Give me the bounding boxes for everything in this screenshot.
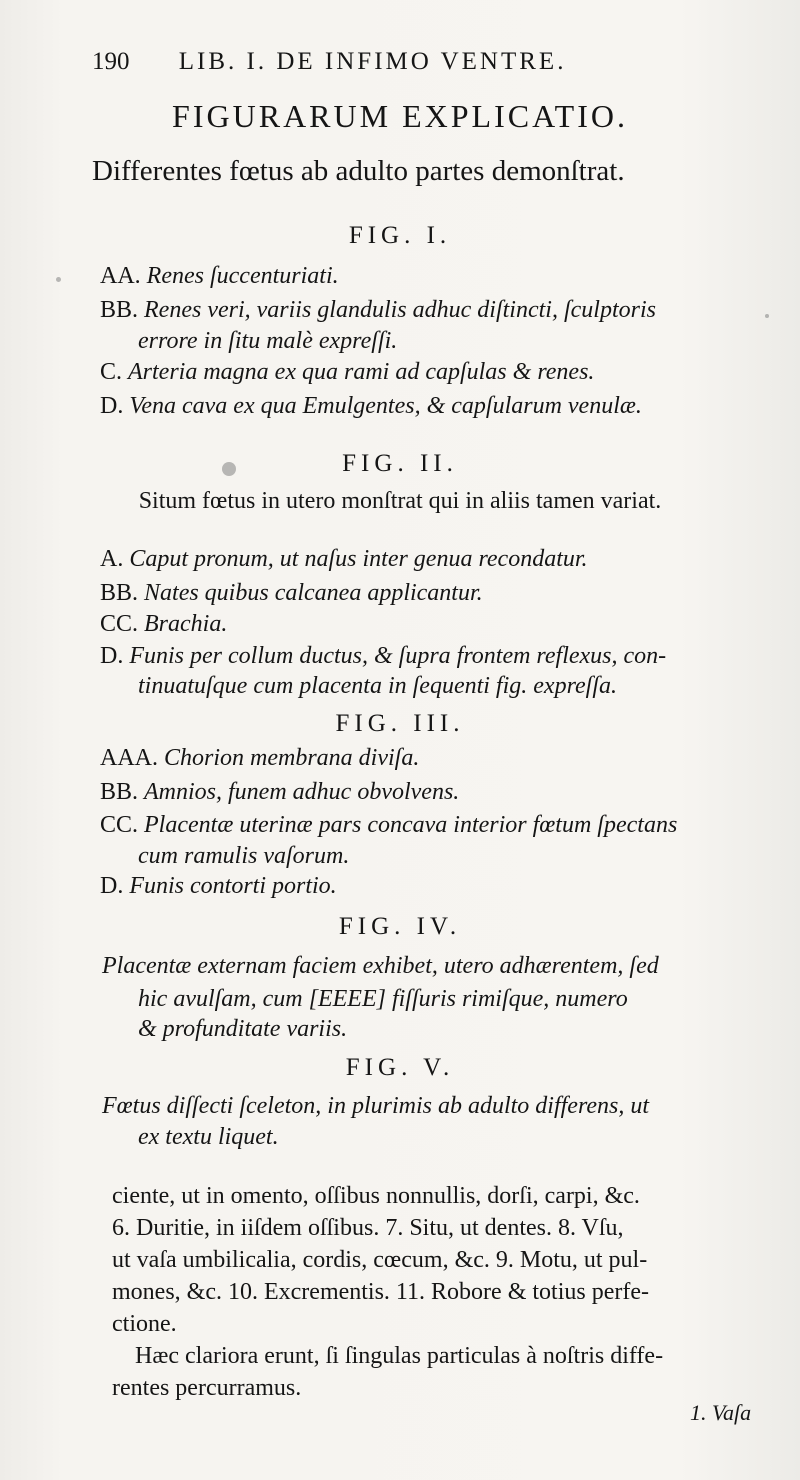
body-line: ut vaſa umbilicalia, cordis, cœcum, &c. 9. Motu, ut pul- (112, 1247, 648, 1273)
legend-item (100, 263, 339, 290)
figure-heading: FIG. IV. (338, 913, 462, 940)
body-line: ctione. (112, 1311, 177, 1337)
legend-item (100, 779, 459, 806)
body-line: mones, &c. 10. Excrementis. 11. Robore & totius perfe- (112, 1279, 649, 1305)
figure-heading: FIG. V. (345, 1054, 455, 1081)
legend-key: D. (100, 643, 124, 669)
legend-key: D. (100, 393, 124, 419)
figure-paragraph-line: Placentæ externam faciem exhibet, utero adhærentem, ſed (102, 953, 659, 979)
legend-key: A. (100, 546, 124, 572)
figure-heading: FIG. I. (348, 222, 452, 249)
body-line: ciente, ut in omento, oſſibus nonnullis, dorſi, carpi, &c. (112, 1183, 640, 1209)
legend-text: Renes ſuccenturiati. (146, 263, 339, 289)
figure-caption: Situm fœtus in utero monſtrat qui in aliis tamen variat. (138, 488, 662, 514)
body-line: rentes percurramus. (112, 1375, 302, 1401)
legend-key: AA. (100, 263, 141, 289)
legend-item (100, 580, 483, 607)
figure-heading: FIG. II. (342, 450, 458, 477)
legend-item (100, 393, 642, 420)
figure-paragraph-line: Fœtus diſſecti ſceleton, in plurimis ab adulto differens, ut (102, 1093, 650, 1119)
legend-key: BB. (100, 779, 139, 805)
legend-item (100, 812, 677, 839)
legend-text: Renes veri, variis glandulis adhuc diſtincti, ſculptoris (144, 297, 656, 323)
figure-heading: FIG. III. (335, 710, 465, 737)
legend-key: AAA. (100, 745, 158, 771)
legend-text: Chorion membrana diviſa. (164, 745, 420, 771)
page-number: 190 (92, 48, 130, 75)
legend-text-continued: tinuatuſque cum placenta in ſequenti fig. expreſſa. (138, 673, 618, 699)
legend-item (100, 611, 227, 638)
running-title: LIB. I. DE INFIMO VENTRE. (178, 48, 567, 75)
legend-text: Amnios, funem adhuc obvolvens. (144, 779, 460, 805)
legend-item (100, 745, 419, 772)
legend-text: Brachia. (144, 611, 228, 637)
legend-text: Nates quibus calcanea applicantur. (144, 580, 483, 606)
figure-paragraph-line: hic avulſam, cum [EEEE] fiſſuris rimiſque, numero (138, 986, 628, 1012)
legend-text: Funis contorti portio. (129, 873, 337, 899)
legend-item (100, 546, 588, 573)
legend-item (100, 873, 337, 900)
legend-item (100, 643, 666, 670)
figure-paragraph-line: & profunditate variis. (138, 1016, 348, 1042)
legend-key: C. (100, 359, 123, 385)
running-header (92, 48, 566, 76)
legend-text: Funis per collum ductus, & ſupra frontem reflexus, con- (129, 643, 667, 669)
legend-text: Placentæ uterinæ pars concava interior fœtum ſpectans (144, 812, 678, 838)
section-subtitle: Differentes fœtus ab adulto partes demonſtrat. (92, 155, 625, 187)
legend-key: BB. (100, 297, 139, 323)
legend-key: BB. (100, 580, 139, 606)
legend-key: D. (100, 873, 124, 899)
legend-text-continued: cum ramulis vaſorum. (138, 843, 350, 869)
legend-text: Vena cava ex qua Emulgentes, & capſularum venulæ. (129, 393, 642, 419)
legend-key: CC. (100, 812, 139, 838)
ink-speck (765, 314, 769, 318)
body-line: Hæc clariora erunt, ſi ſingulas particulas à noſtris diffe- (135, 1343, 664, 1369)
figure-paragraph-line: ex textu liquet. (138, 1124, 279, 1150)
body-line: 6. Duritie, in iiſdem oſſibus. 7. Situ, ut dentes. 8. Vſu, (112, 1215, 624, 1241)
catchword: 1. Vaſa (690, 1400, 752, 1425)
ink-speck (222, 462, 236, 476)
legend-item (100, 359, 594, 386)
ink-speck (56, 277, 61, 282)
section-title: FIGURARUM EXPLICATIO. (172, 98, 628, 134)
legend-key: CC. (100, 611, 139, 637)
legend-text: Caput pronum, ut naſus inter genua recondatur. (129, 546, 588, 572)
legend-item (100, 297, 656, 324)
legend-text-continued: errore in ſitu malè expreſſi. (138, 328, 398, 354)
legend-text: Arteria magna ex qua rami ad capſulas & renes. (128, 359, 595, 385)
